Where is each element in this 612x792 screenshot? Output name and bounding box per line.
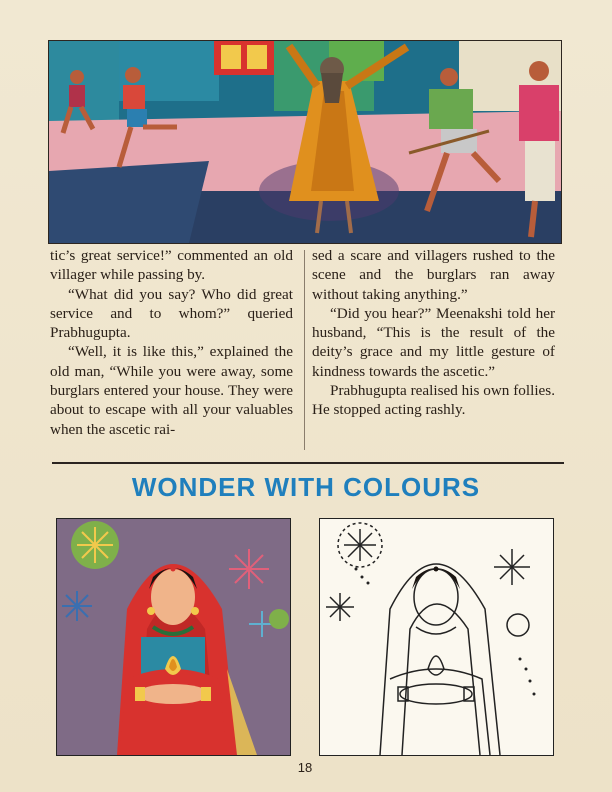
colouring-outline-image: [319, 518, 554, 756]
story-paragraph: tic’s great service!” commented an old villager while passing by.: [50, 247, 293, 284]
story-illustration: [48, 40, 562, 244]
ascetic-scene-image: [49, 41, 561, 243]
page-number: 18: [297, 760, 313, 775]
story-paragraph: “Did you hear?” Meenakshi told her husband, “This is the result of the deity’s grace and my little gesture of kindness towards the ascetic.”: [312, 304, 555, 380]
story-paragraph: “Well, it is like this,” explained the old man, “While you were away, some burglars entered your house. They were about to escape with all your valuables when the ascetic rai-: [50, 343, 293, 438]
story-column-right: [312, 246, 555, 420]
lady-with-lamp-colored: [57, 519, 290, 755]
story-column-left: [50, 246, 293, 439]
story-paragraph: sed a scare and villagers rushed to the scene and the burglars ran away without taking anything.”: [312, 247, 555, 303]
lady-with-lamp-outline: [320, 519, 553, 755]
story-paragraph: Prabhugupta realised his own follies. He stopped acting rashly.: [312, 382, 555, 419]
section-divider: [52, 462, 564, 464]
story-text: [50, 246, 560, 458]
section-heading: WONDER WITH COLOURS: [131, 472, 481, 502]
colored-reference-image: [56, 518, 291, 756]
column-divider: [304, 250, 305, 450]
story-paragraph: “What did you say? Who did great service and to whom?” queried Prabhugupta.: [50, 285, 293, 342]
